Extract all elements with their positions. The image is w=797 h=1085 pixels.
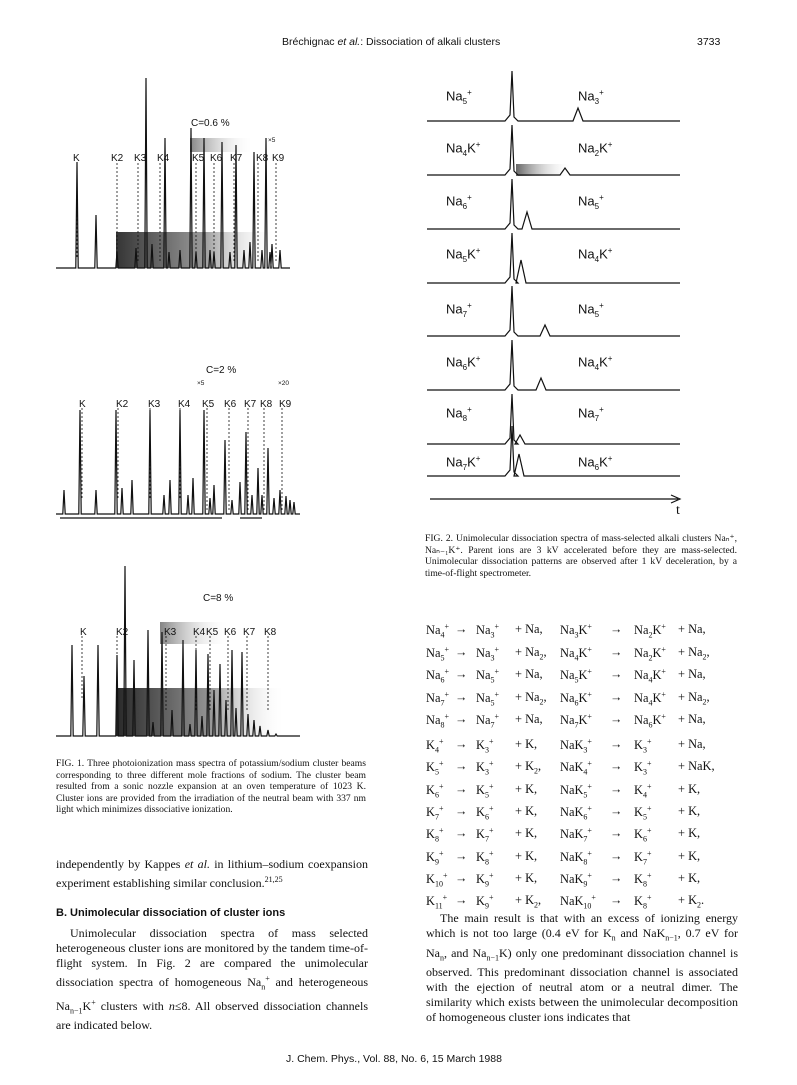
running-title: Bréchignac et al.: Dissociation of alkali clusters [282,36,501,48]
peak-label: K3 [134,153,147,164]
reaction-term: + Na, [678,622,706,636]
peak-label: K5 [206,627,219,638]
time-axis-label: t [676,503,680,518]
reaction-term: + K, [678,781,701,796]
reaction-term: + $K_2$, [515,759,542,776]
peak-label: K2 [111,153,124,164]
peak-label: K5 [192,153,205,164]
reaction-term: $K_3^+$ [634,759,652,777]
concentration-label: C=0.6 % [191,118,230,129]
reaction-term: $Na_3^+$ [476,622,499,640]
peak-label: K3 [164,627,177,638]
paragraph-unimolecular: Unimolecular dissociation spectra of mass selected heterogeneous cluster ions are monitored by the tandem time-of-flight system. In Fig. 2 are compared the unimolecular dissociation spectra of homogeneous $Na_n^+$ and heterogeneous $Na_{n-1}K^+$ clusters with n≤8. All observed dissociation channels are indicated below. [56,926,368,1033]
reaction-term: $K_9^+$ [476,870,494,889]
gain-label: ×20 [278,380,290,387]
reaction-term: + $Na_2$, [678,644,710,661]
reaction-term: $Na_6K^+$ [634,712,666,730]
reaction-term: $Na_6K^+$ [560,689,592,708]
reaction-arrow: → [455,667,468,681]
reaction-term: $K_3^+$ [476,737,494,755]
reaction-term: $K_5^+$ [426,759,444,777]
reaction-term: NaK$_8$+ [560,848,592,867]
reaction-arrow: → [455,622,468,636]
reaction-term: + Na, [678,712,706,726]
reaction-term: + Na, [678,667,706,681]
reaction-term: NaK$_6$+ [560,803,592,822]
daughter-ion-label: $Na_5^+$ [578,193,604,211]
daughter-ion-label: $Na_2K^+$ [578,140,613,158]
reaction-term: + K, [515,870,538,885]
reaction-term: $K_6^+$ [476,803,494,822]
concentration-label: C=8 % [203,593,234,604]
daughter-ion-label: $Na_5^+$ [578,301,604,319]
reaction-term: $K_{10}^+$ [426,870,448,889]
paragraph-main-result: The main result is that with an excess of ionizing energy which is not too large (0.4 eV for $K_n$ and NaK$_{n-1}$, 0.7 eV for $Na_n$, and $Na_{n-1}K$) only one predominant dissociation channel is observed. This predominant dissociation channel is associated with the ejection of neutral atom or a neutral dimer. The similarity which exists between the unimolecular decomposition of homogeneous cluster ions indicates that [426,911,738,1025]
reaction-term: + Na, [678,737,706,751]
daughter-ion-label: $Na_4K^+$ [578,354,613,372]
reaction-arrow: → [455,689,468,704]
peak-label: K8 [256,153,269,164]
parent-ion-label: $Na_8^+$ [446,405,472,423]
reaction-arrow: → [610,803,623,818]
reaction-term: NaK$_4$+ [560,759,592,777]
figure-2-caption: FIG. 2. Unimolecular dissociation spectra of mass-selected alkali clusters Naₙ⁺, Naₙ₋₁K⁺. Parent ions are 3 kV accelerated before they are mass-selected. Unimolecular dissociation patterns are observed after 1 kV deceleration, by a time-of-flight spectrometer. [425,533,737,579]
reaction-term: + K, [678,803,701,818]
reaction-arrow: → [610,893,623,908]
reaction-term: $Na_7^+$ [426,689,449,708]
reaction-term: $K_{11}^+$ [426,893,448,911]
daughter-ion-label: $Na_7^+$ [578,405,604,423]
reaction-arrow: → [610,759,623,774]
reaction-term: + K, [678,870,701,885]
gain-label: ×5 [197,380,205,387]
peak-label: K2 [116,399,129,410]
figure-1-caption: FIG. 1. Three photoionization mass spectra of potassium/sodium cluster beams corresponding to three different mole fractions of sodium. The cluster beam resulted from a sonic nozzle expansion at an oven temperature of 1023 K. Cluster ions are provided from the irradiation of the neutral beam with 337 nm light which minimizes dissociative ionization. [56,758,366,816]
reaction-term: NaK$_{10}$+ [560,893,596,911]
daughter-ion-label: $Na_4K^+$ [578,246,613,264]
reaction-term: $Na_2K^+$ [634,622,666,640]
reaction-term: NaK$_3$+ [560,737,592,755]
reaction-term: $Na_4K^+$ [634,667,666,685]
reaction-term: $Na_5K^+$ [560,667,592,685]
reaction-term: + NaK, [678,759,715,774]
reaction-term: $Na_3^+$ [476,644,499,663]
reaction-term: $K_6^+$ [634,826,652,844]
reaction-term: + K, [515,737,538,751]
reaction-term: $Na_4^+$ [426,622,449,640]
concentration-label: C=2 % [206,365,237,376]
reaction-term: + K, [678,826,701,841]
reaction-arrow: → [455,803,468,818]
reaction-term: $K_3^+$ [476,759,494,777]
reaction-term: NaK$_7$+ [560,826,592,844]
reaction-term: $Na_3K^+$ [560,622,592,640]
reaction-arrow: → [610,689,623,704]
journal-footer: J. Chem. Phys., Vol. 88, No. 6, 15 March 1988 [286,1053,502,1065]
reaction-term: + K, [678,848,701,863]
reaction-term: + $Na_2$, [678,689,710,706]
reaction-term: NaK$_9$+ [560,870,592,889]
reaction-term: $K_8^+$ [426,826,444,844]
parent-ion-label: $Na_4K^+$ [446,140,481,158]
reaction-term: $K_7^+$ [426,803,444,822]
peak-label: K7 [243,627,256,638]
reaction-term: $K_5^+$ [476,781,494,800]
peak-label: K9 [272,153,285,164]
reaction-arrow: → [610,712,623,726]
reaction-term: + $K_2$. [678,893,705,910]
section-heading: B. Unimolecular dissociation of cluster ions [56,907,286,919]
reaction-term: $K_6^+$ [426,781,444,800]
peak-label: K9 [279,399,292,410]
reaction-term: $Na_6^+$ [426,667,449,685]
reaction-arrow: → [455,781,468,796]
reaction-term: $K_4^+$ [634,781,652,800]
peak-label: K8 [264,627,277,638]
reaction-term: + K, [515,781,538,796]
reaction-term: $K_8^+$ [476,848,494,867]
reaction-term: $Na_5^+$ [476,689,499,708]
peak-label: K [80,627,87,638]
reaction-arrow: → [610,667,623,681]
peak-label: K4 [193,627,206,638]
parent-ion-label: $Na_6K^+$ [446,354,481,372]
reaction-arrow: → [610,848,623,863]
reaction-arrow: → [610,826,623,841]
reaction-term: $K_5^+$ [634,803,652,822]
daughter-ion-label: $Na_6K^+$ [578,454,613,472]
reaction-arrow: → [455,893,468,908]
reaction-term: $Na_5^+$ [476,667,499,685]
parent-ion-label: $Na_7^+$ [446,301,472,319]
reaction-arrow: → [455,870,468,885]
reaction-arrow: → [455,712,468,726]
peak-label: K7 [244,399,257,410]
peak-label: K6 [224,627,237,638]
reaction-term: $K_9^+$ [476,893,494,911]
reaction-arrow: → [455,759,468,774]
reaction-term: $K_7^+$ [476,826,494,844]
reaction-term: $Na_7K^+$ [560,712,592,730]
reaction-arrow: → [610,737,623,751]
reaction-term: + Na, [515,667,543,681]
reaction-term: $Na_4K^+$ [634,689,666,708]
peak-label: K3 [148,399,161,410]
reaction-arrow: → [455,644,468,659]
peak-label: K4 [178,399,191,410]
peak-label: K [79,399,86,410]
parent-ion-label: $Na_7K^+$ [446,454,481,472]
parent-ion-label: $Na_6^+$ [446,193,472,211]
reaction-arrow: → [610,870,623,885]
reaction-term: $K_8^+$ [634,893,652,911]
reaction-term: + $K_2$, [515,893,542,910]
peak-label: K2 [116,627,129,638]
reaction-term: $K_8^+$ [634,870,652,889]
parent-ion-label: $Na_5K^+$ [446,246,481,264]
reaction-arrow: → [455,826,468,841]
reaction-term: + Na, [515,712,543,726]
paragraph-continued: independently by Kappes et al. in lithium–sodium coexpansion experiment establishing similar conclusion.$^{21,25}$ [56,857,369,891]
parent-ion-label: $Na_5^+$ [446,88,472,106]
peak-label: K5 [202,399,215,410]
reaction-term: + K, [515,848,538,863]
reaction-term: $K_3^+$ [634,737,652,755]
reaction-arrow: → [610,622,623,636]
reaction-term: + K, [515,826,538,841]
peak-label: K6 [224,399,237,410]
page-number: 3733 [697,36,721,48]
daughter-ion-label: $Na_3^+$ [578,88,604,106]
reaction-term: + Na, [515,622,543,636]
reaction-term: $Na_5^+$ [426,644,449,663]
reaction-term: $K_9^+$ [426,848,444,867]
reaction-term: NaK$_5$+ [560,781,592,800]
reaction-term: + $Na_2$, [515,689,547,706]
reaction-arrow: → [455,848,468,863]
gain-label: ×5 [268,137,276,144]
reaction-term: $Na_7^+$ [476,712,499,730]
reaction-arrow: → [610,781,623,796]
reaction-term: $Na_4K^+$ [560,644,592,663]
peak-label: K7 [230,153,243,164]
reaction-term: + $Na_2$, [515,644,547,661]
peak-label: K8 [260,399,273,410]
reaction-term: + K, [515,803,538,818]
peak-label: K [73,153,80,164]
reaction-arrow: → [455,737,468,751]
reaction-arrow: → [610,644,623,659]
reaction-term: $Na_2K^+$ [634,644,666,663]
peak-label: K4 [157,153,170,164]
reaction-term: $Na_8^+$ [426,712,449,730]
reaction-term: $K_7^+$ [634,848,652,867]
peak-label: K6 [210,153,223,164]
reaction-term: $K_4^+$ [426,737,444,755]
